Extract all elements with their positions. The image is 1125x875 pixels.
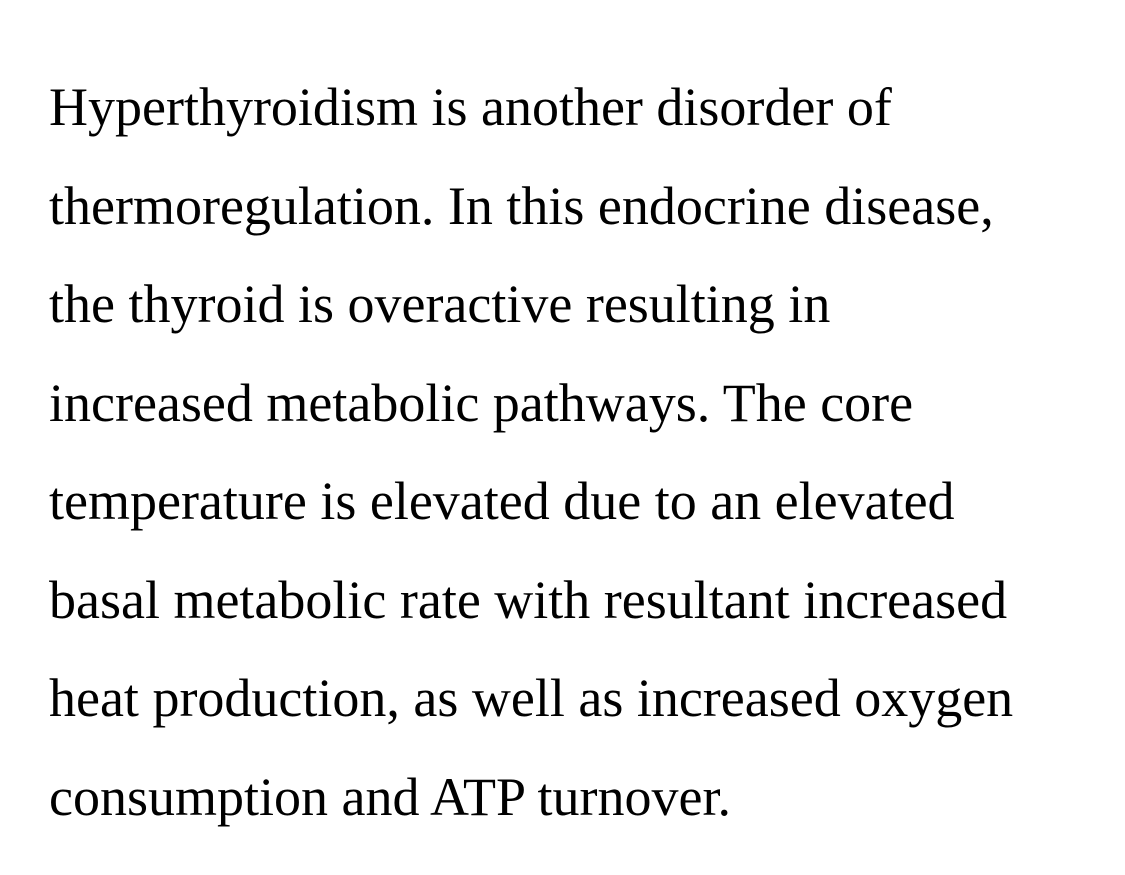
paragraph-line: heat production, as well as increased oxygen	[49, 668, 1014, 728]
paragraph-line: the thyroid is overactive resulting in	[49, 274, 831, 334]
paragraph-line: Hyperthyroidism is another disorder of	[49, 77, 892, 137]
paragraph-line: temperature is elevated due to an elevated	[49, 471, 955, 531]
paragraph-line: consumption and ATP turnover.	[49, 766, 731, 827]
paragraph-line: increased metabolic pathways. The core	[49, 372, 914, 433]
paragraph-line: thermoregulation. In this endocrine disease,	[49, 175, 994, 236]
paragraph-line: basal metabolic rate with resultant increased	[49, 569, 1008, 630]
body-paragraph	[49, 58, 1013, 846]
